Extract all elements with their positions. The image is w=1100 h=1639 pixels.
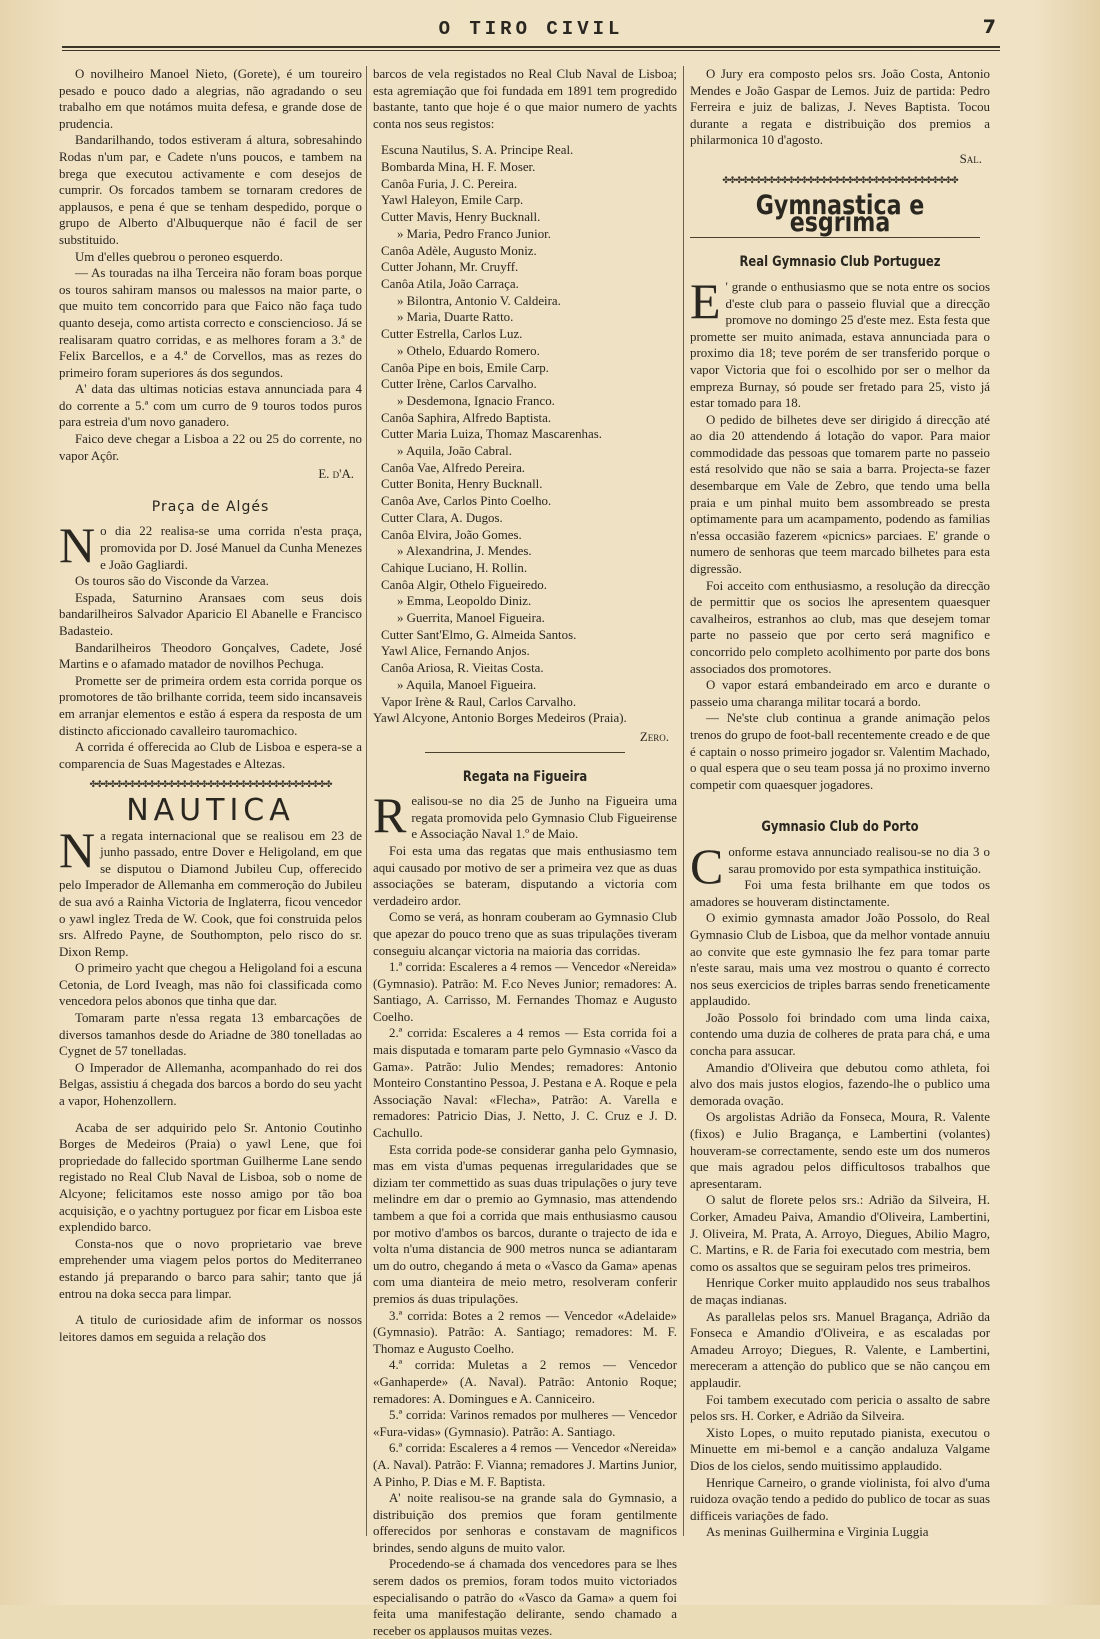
header-rule <box>62 46 1000 48</box>
section-heading-regata: Regata na Figueira <box>462 768 588 785</box>
list-item: » Emma, Leopoldo Diniz. <box>397 594 532 609</box>
paragraph: 6.ª corrida: Escaleres a 4 remos — Vencedor «Nereida» (A. Naval). Patrão: F. Vianna; remadores J. Martins Junior, A Pinho, P. Dias e M. F. Baptista. <box>373 1441 677 1489</box>
paragraph: Foi uma festa brilhante em que todos os amadores se houveram distinctamente. <box>690 878 990 909</box>
paragraph: Os argolistas Adrião da Fonseca, Moura, R. Valente (fixos) e Julio Bragança, e Lambertini (volantes) houveram-se correctamente, sendo este um dos numeros que mais agradou pelos difficultosos trabalhos que apresentaram. <box>690 1110 990 1191</box>
paragraph: A titulo de curiosidade afim de informar os nossos leitores damos em seguida a relação dos <box>59 1313 362 1344</box>
paragraph: 4.ª corrida: Muletas a 2 remos — Vencedor «Ganhaperde» (A. Naval). Patrão: Antonio Roque; remadores: A. Domingues e A. Canniceiro. <box>373 1358 677 1406</box>
paragraph: O Jury era composto pelos srs. João Costa, Antonio Mendes e João Gaspar de Lemos. Juiz de partida: Pedro Ferreira e juiz de balizas, J. Neves Baptista. Tocou durante a regata e distribuição dos premios a philarmonica 10 d'agosto. <box>690 67 990 148</box>
paragraph: Os touros são do Visconde da Varzea. <box>75 574 269 589</box>
paragraph: Procedendo-se á chamada dos vencedores para se lhes serem dados os premios, foram todos muito victoriados especialisando o patrão do «Vasco da Gama» a quem foi feita uma manifestação delirante, sendo chamado a receber os applausos muitas vezes. <box>373 1557 677 1638</box>
paragraph: O eximio gymnasta amador João Possolo, do Real Gymnasio Club de Lisboa, que da melhor vontade annuiu ao convite que este gymnasio lhe fez para tomar parte n'este sarau, mais uma vez mostrou o quanto é correcto nos seus exercicios de triples barras sendo freneticamente applaudido. <box>690 911 990 1009</box>
paragraph: A' noite realisou-se na grande sala do Gymnasio, a distribuição dos premios que foram gentilmente offerecidos por senhoras e constavam de magnificos brindes, sendo alguns de muito valor. <box>373 1491 677 1555</box>
list-item: » Othelo, Eduardo Romero. <box>397 343 540 358</box>
section-heading-alges: Praça de Algés <box>151 498 270 515</box>
list-item: Cutter Irène, Carlos Carvalho. <box>381 377 537 392</box>
paragraph: O primeiro yacht que chegou a Heligoland foi a escuna Cetonia, de Lord Iveagh, mas não foi classificada como vencedora pelos abonos que tinha que dar. <box>59 961 362 1009</box>
list-item: Cutter Maria Luiza, Thomaz Mascarenhas. <box>381 427 602 442</box>
paragraph: ' grande o enthusiasmo que se nota entre os socios d'este club para o passeio fluvial que a direcção promove no domingo 25 d'este mez. Esta festa que promette ser muito animada, estava annunciada para o proximo dia 18; teve porém de ser transferido porque o vapor Victoria que foi o escolhido por ser o melhor da empreza Burnay, só poude ser fretado para 25, visto já estar tomado para 18. <box>690 279 990 411</box>
list-item: » Maria, Pedro Franco Junior. <box>397 226 551 241</box>
paragraph: O salut de florete pelos srs.: Adrião da Silveira, H. Corker, Amadeu Paiva, Amandio d'Oliveira, Lambertini, J. Oliveira, M. Prata, A. Arroyo, Diegues, Abilio Magro, C. Martins, e R. de Faria foi executado com mestria, bem como os assaltos que se seguiram pelos tres primeiros. <box>690 1193 990 1274</box>
masthead-title: O TIRO CIVIL <box>438 18 624 40</box>
paragraph: Espada, Saturnino Aransaes com seus dois bandarilheiros Salvador Aparicio El Abanelle e Francisco Badasteio. <box>59 590 362 638</box>
header-rule-thin <box>62 50 1000 51</box>
list-item: Cutter Johann, Mr. Cruyff. <box>381 260 519 275</box>
list-item: Canôa Algir, Othelo Figueiredo. <box>381 577 547 592</box>
paragraph: Esta corrida pode-se considerar ganha pelo Gymnasio, mas em vista d'umas pequenas irregularidades que se diziam ter commettido as suas duas tripulações o jury teve melindre em dar o premio ao Gymnasio, mas attendendo tambem a que foi a corrida que mais enthusiasmo causou por motivo d'ambos os barcos, durante o trajecto de ida e volta n'uma distancia de 900 metros nunca se adiantaram um do outro, chegando á meta o «Vasco da Gama» apenas com uma dianteira de meio metro, resolveram conferir premios ás duas tripulações. <box>373 1142 677 1306</box>
section-heading-nautica: NAUTICA <box>126 792 295 828</box>
page-number: 7 <box>982 16 996 38</box>
paragraph: A' data das ultimas noticias estava annunciada para 4 do corrente a 5.ª com um curro de 9 touros todos puros para estreia d'um novo ganadero. <box>59 382 362 430</box>
paragraph: Xisto Lopes, o muito reputado pianista, executou o Minuette em mi-bemol e a canção andaluza Valgame Dios de los cielos, sendo muitissimo applaudido. <box>690 1425 990 1473</box>
list-item: » Desdemona, Ignacio Franco. <box>397 393 555 408</box>
list-item: » Aquila, João Cabral. <box>397 444 512 459</box>
list-item: Canôa Furia, J. C. Pereira. <box>381 176 518 191</box>
paragraph: Bandarilhando, todos estiveram á altura, sobresahindo Rodas n'um par, e Cadete n'uns poucos, e tambem na brega que executou activamente e com desejos de cumprir. Os forcados tambem se tornaram credores de applausos, e pena é que se tenham despedido, porque o grupo de Alberto d'Albuquerque não é facil de ser substituido. <box>59 133 362 247</box>
paragraph: Foi tambem executado com pericia o assalto de sabre pelos srs. H. Corker, e Adrião da Silveira. <box>690 1392 990 1424</box>
drop-cap: N <box>59 821 96 878</box>
paragraph: Henrique Carneiro, o grande violinista, foi alvo d'uma ruidoza ovação tendo a pedido do publico de tocar as suas difficeis variações de fado. <box>690 1475 990 1523</box>
paragraph: o dia 22 realisa-se uma corrida n'esta praça, promovida por D. José Manuel da Cunha Menezes e João Gagliardi. <box>100 524 362 572</box>
paragraph: João Possolo foi brindado com uma linda caixa, contendo uma duzia de colheres de prata para chá, e uma concha para assucar. <box>690 1010 990 1059</box>
ornament-rule: ✤✤✤✤✤✤✤✤✤✤✤✤✤✤✤✤✤✤✤✤✤✤✤✤✤✤✤✤✤✤✤✤✤✤✤✤ <box>722 174 958 185</box>
list-item: Cahique Luciano, H. Rollin. <box>381 560 528 575</box>
paragraph: As meninas Guilhermina e Virginia Luggia <box>706 1525 929 1540</box>
column-2 <box>373 66 677 1639</box>
paragraph: Um d'elles quebrou o peroneo esquerdo. <box>75 249 283 264</box>
list-item: » Aquila, Manoel Figueira. <box>397 677 537 692</box>
list-item: Canôa Saphira, Alfredo Baptista. <box>381 410 552 425</box>
paragraph: O pedido de bilhetes deve ser dirigido á direcção até ao dia 20 attendendo á lotação do vapor. Para maior commodidade das pessoas que tomarem parte no passeio está resolvido que não se saia a barra. Projecta-se fazer desembarque em Vale de Zebro, que tendo uma bella praia e um pinhal muito bem assombreado se presta optimamente para um acampamento, podendo as familias n'essa occasião fazerem «picnics» parciaes. E' grande o numero de senhoras que teem marcado bilhetes para esta digressão. <box>690 412 990 577</box>
paragraph: a regata internacional que se realisou em 23 de junho passado, entre Dover e Heligoland, em que se disputou o Diamond Jubileu Cup, offerecido pelo Imperador de Allemanha em commeroção do Jubileu de sua avó a Rainha Victoria de Inglaterra, ficou vencedor o yawl inglez Treda de W. Cook, que foi construida pelos srs. Alfredo Payne, de Southompton, pelo risco do sr. Dixon Remp. <box>59 828 362 959</box>
list-item: Yawl Alcyone, Antonio Borges Medeiros (Praia). <box>373 711 627 726</box>
signature: E. d'A. <box>318 467 354 482</box>
paragraph: 1.ª corrida: Escaleres a 4 remos — Vencedor «Nereida» (Gymnasio). Patrão: M. F.co Neves Junior; remadores: A. Santiago, A. Carrisso, M. Fernandes Thomaz e Augusto Coelho. <box>373 960 677 1024</box>
list-item: Escuna Nautilus, S. A. Principe Real. <box>381 143 574 158</box>
paragraph: Faico deve chegar a Lisboa a 22 ou 25 do corrente, no vapor Açôr. <box>59 432 362 463</box>
divider <box>425 752 625 753</box>
paragraph: Bandarilheiros Theodoro Gonçalves, Cadete, José Martins e o afamado matador de novilhos Pechuga. <box>59 640 362 672</box>
paragraph: Henrique Corker muito applaudido nos seus trabalhos de maças indianas. <box>690 1276 990 1307</box>
list-item: » Alexandrina, J. Mendes. <box>397 544 532 559</box>
column-divider <box>683 66 684 1536</box>
paragraph: ealisou-se no dia 25 de Junho na Figueira uma regata promovida pelo Gymnasio Club Figueirense e Associação Naval 1.º de Maio. <box>411 794 677 842</box>
list-item: Cutter Estrella, Carlos Luz. <box>381 327 523 342</box>
drop-cap: E <box>690 272 721 329</box>
paragraph: As parallelas pelos srs. Manuel Bragança, Adrião da Fonseca e Amandio d'Oliveira, e as escaladas por Amadeu Arroyo; Diegues, R. Valente, e Lambertini, mereceram a attenção do publico que se não cançou em applaudir. <box>690 1309 990 1390</box>
list-item: Cutter Clara, A. Dugos. <box>381 510 503 525</box>
drop-cap: C <box>690 837 724 894</box>
drop-cap: R <box>373 787 407 844</box>
column-1 <box>59 66 362 1345</box>
paragraph: Foi esta uma das regatas que mais enthusiasmo tem aqui causado por motivo de ser a primeira vez que as duas associações se bateram, disputando a victoria com verdadeiro ardor. <box>373 843 677 908</box>
paragraph: Promette ser de primeira ordem esta corrida porque os promotores de tão brilhante corrida, teem sido incansaveis em arranjar elementos e estão á espera da resposta de um distincto aficcionado cavalleiro tauromachico. <box>59 673 362 738</box>
list-item: Bombarda Mina, H. F. Moser. <box>381 160 536 175</box>
list-item: Vapor Irène & Raul, Carlos Carvalho. <box>381 694 577 709</box>
paragraph: O Imperador de Allemanha, acompanhado do rei dos Belgas, assistiu á chegada dos barcos a bordo do seu yacht a vapor, Hohenzollern. <box>59 1060 362 1109</box>
subheading-gymnasio-porto: Gymnasio Club do Porto <box>761 819 919 836</box>
list-item: Cutter Sant'Elmo, G. Almeida Santos. <box>381 627 577 642</box>
paragraph: O novilheiro Manoel Nieto, (Gorete), é um toureiro pesado e pouco dado a alegrias, não agradando o seu trabalho em que notámos muita defesa, e grande dose de prudencia. <box>59 67 362 131</box>
column-3 <box>690 66 990 1541</box>
list-item: » Maria, Duarte Ratto. <box>397 310 514 325</box>
paragraph: Foi acceito com enthusiasmo, a resolução da direcção de permittir que os socios lhe apresentem quaesquer cavalheiros, estranhos ao club, mas que desejem tomar parte no passeio que por certo será magnifico e concorrido pelo completo acolhimento por parte dos bons associados dos promotores. <box>690 578 990 676</box>
list-item: Canôa Ariosa, R. Vieitas Costa. <box>381 661 544 676</box>
paragraph: — Ne'ste club continua a grande animação pelos trenos do grupo de foot-ball recentemente creado e de que é captain o nosso primeiro jogador sr. Valentim Machado, o qual espera que o seu team possa já no proximo inverno competir com quaesquer jogadores. <box>690 711 990 792</box>
signature: Sal. <box>959 151 982 166</box>
paragraph: O vapor estará embandeirado em arco e durante o passeio uma charanga militar tocará a bordo. <box>690 678 990 709</box>
paragraph: Tomaram parte n'essa regata 13 embarcações de diversos tamanhos desde do Ariadne de 380 tonelladas ao Cygnet de 57 tonelladas. <box>59 1011 362 1059</box>
section-heading-gymnastica: Gymnastica e esgrima <box>755 190 925 238</box>
drop-cap: N <box>59 517 96 574</box>
list-item: Cutter Mavis, Henry Bucknall. <box>381 210 541 225</box>
page-header <box>62 14 1000 44</box>
paragraph: onforme estava annunciado realisou-se no dia 3 o sarau promovido por esta sympathica instituição. <box>728 844 990 876</box>
paragraph: Acaba de ser adquirido pelo Sr. Antonio Coutinho Borges de Medeiros (Praia) o yawl Lene, que foi propriedade do fallecido sportman Guilherme Lane sendo registado no Real Club Naval de Lisboa, sob o nome de Alcyone; felicitamos este nosso amigo por tão boa acquisição, e o yachtny portuguez por ficar em Lisboa este explendido barco. <box>59 1120 362 1235</box>
list-item: Canôa Elvira, João Gomes. <box>381 527 522 542</box>
paragraph: 3.ª corrida: Botes a 2 remos — Vencedor «Adelaide» (Gymnasio). Patrão: A. Santiago; remadores: M. F. Thomaz e Augusto Coelho. <box>373 1308 677 1356</box>
signature: Zero. <box>639 729 669 744</box>
list-item: Canôa Ave, Carlos Pinto Coelho. <box>381 494 552 509</box>
list-item: Yawl Alice, Fernando Anjos. <box>381 644 530 659</box>
paragraph: — As touradas na ilha Terceira não foram boas porque os touros sahiram mansos ou malessos na maior parte, o que muito tem concorrido para que Faico não faça tudo quanto deseja, como artista correcto e consciencioso. Já se realisaram quatro corridas, e as melhores foram a 3.ª de Felix Barcellos, e a 4.ª de Corvellos, mas as rezes do primeiro foram superiores ás dos segundos. <box>59 266 362 380</box>
list-item: Canôa Adèle, Augusto Moniz. <box>381 243 537 258</box>
list-item: Canôa Vae, Alfredo Pereira. <box>381 460 526 475</box>
ornament-rule: ✤✤✤✤✤✤✤✤✤✤✤✤✤✤✤✤✤✤✤✤✤✤✤✤✤✤✤✤✤✤✤✤✤✤✤✤✤ <box>89 779 332 790</box>
boat-list <box>373 142 677 727</box>
paragraph: A corrida é offerecida ao Club de Lisboa e espera-se a comparencia de Suas Magestades e Altezas. <box>59 740 362 771</box>
paragraph: Consta-nos que o novo proprietario vae breve emprehender uma viagem pelos portos do Mediterraneo estando já preparando o barco para sahir; tanto que já entrou na doka secca para limpar. <box>59 1236 362 1301</box>
paragraph: Amandio d'Oliveira que debutou como athleta, foi alvo dos mais justos elogios, fazendo-lhe o publico uma demorada ovação. <box>690 1060 990 1108</box>
paragraph: barcos de vela registados no Real Club Naval de Lisboa; esta agremiação que foi fundada em 1891 tem progredido bastante, tanto que hoje é o que maior numero de yachts conta nos seus registos: <box>373 67 677 131</box>
list-item: Canôa Pipe en bois, Emile Carp. <box>381 360 549 375</box>
paragraph: 5.ª corrida: Varinos remados por mulheres — Vencedor «Fura-vidas» (Gymnasio). Patrão: A. Santiago. <box>373 1408 677 1439</box>
list-item: Yawl Haleyon, Emile Carp. <box>381 193 524 208</box>
list-item: » Bilontra, Antonio V. Caldeira. <box>397 293 561 308</box>
column-divider <box>366 66 367 1536</box>
subheading-real-gymnasio: Real Gymnasio Club Portuguez <box>739 254 941 271</box>
list-item: Canôa Atila, João Carraça. <box>381 277 519 291</box>
list-item: » Guerrita, Manoel Figueira. <box>397 611 545 626</box>
paragraph: Como se verá, as honram couberam ao Gymnasio Club que apezar do pouco treno que as suas tripulações tiveram conseguiu alcançar victoria na maioria das corridas. <box>373 910 677 958</box>
list-item: Cutter Bonita, Henry Bucknall. <box>381 477 543 492</box>
paragraph: 2.ª corrida: Escaleres a 4 remos — Esta corrida foi a mais disputada e tomaram parte pelo Gymnasio «Vasco da Gama». Patrão: Julio Mendes; remadores: Antonio Monteiro Constantino Pessoa, J. Pestana e A. Roque e pela Associação Naval: «Flecha», Patrão: A. Varella e remadores: Patricio Dias, J. Netto, J. C. Cruz e J. D. Cachullo. <box>373 1026 677 1141</box>
